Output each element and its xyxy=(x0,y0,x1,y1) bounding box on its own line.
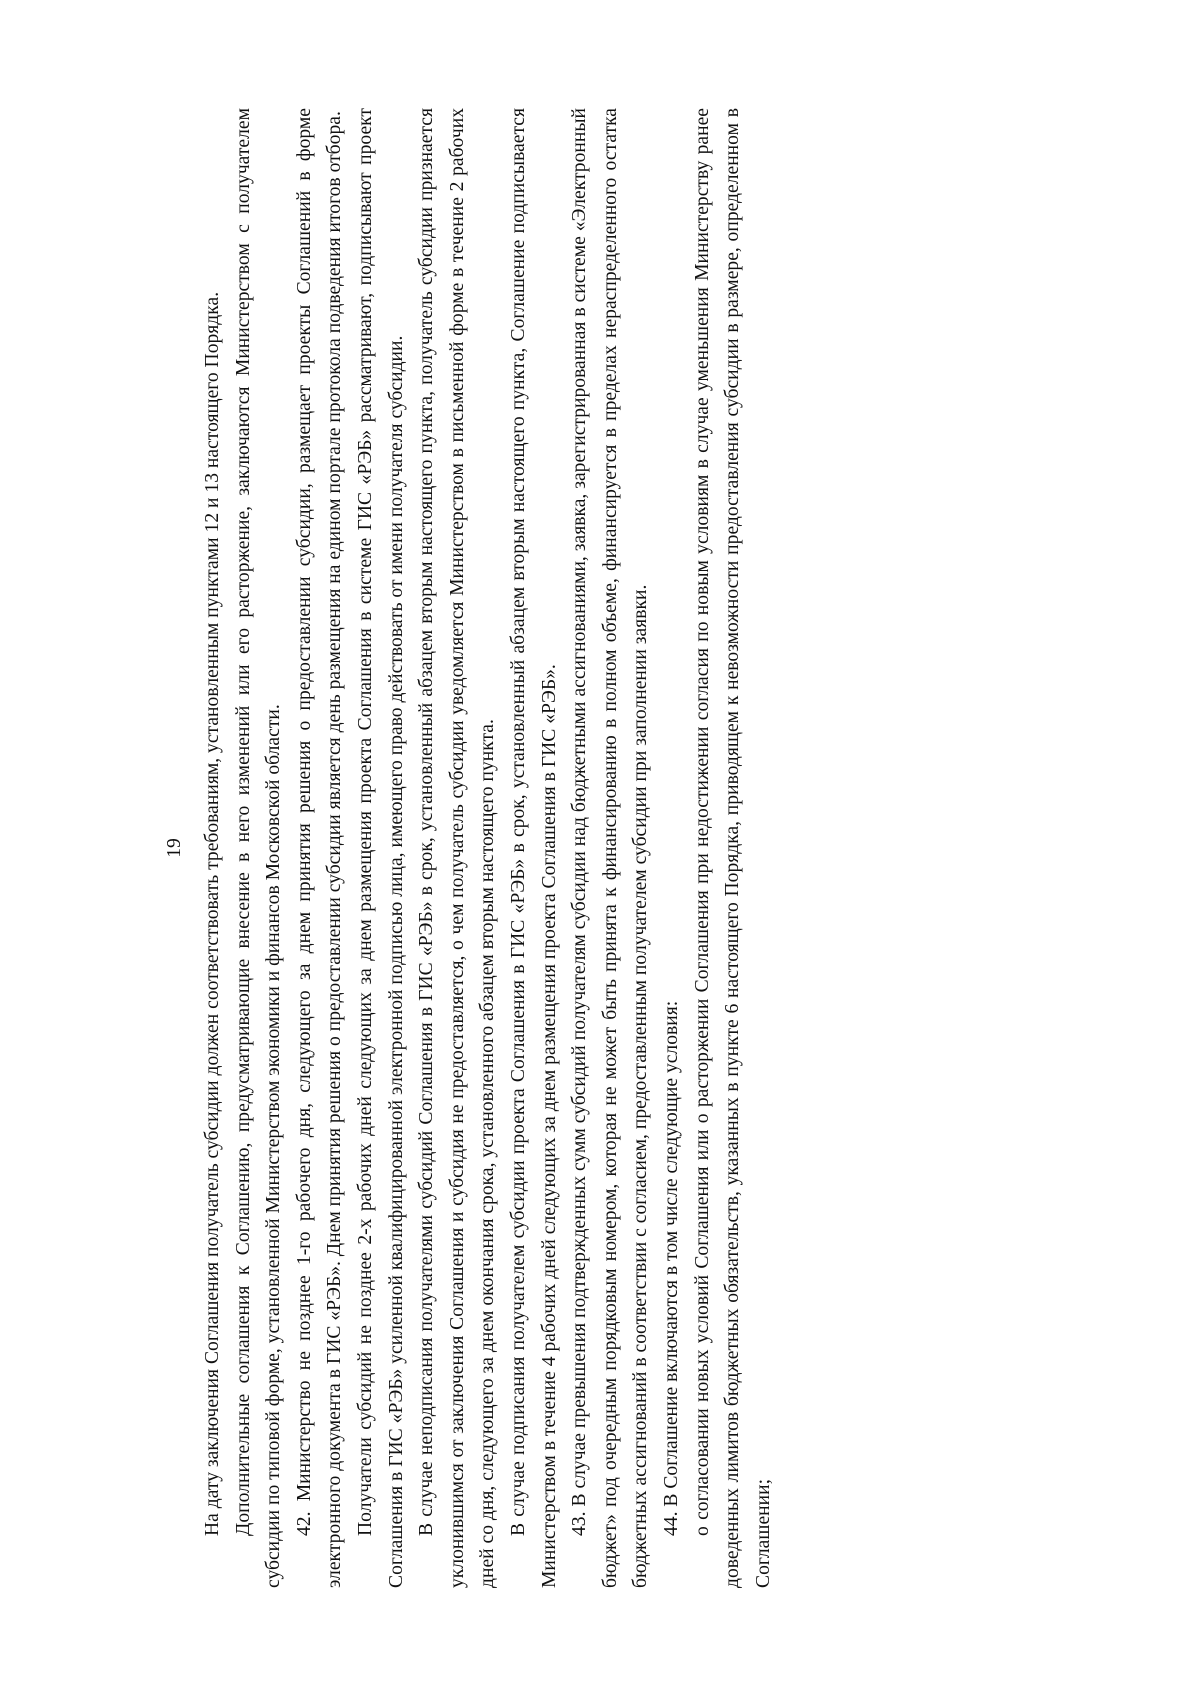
paragraph: Дополнительные соглашения к Соглашению, предусматривающие внесение в него изменений или его расторжение, заключаются Министерством с получателем субсидии по типовой форме, установленной Министерством экономики и финансов Московской области. xyxy=(232,108,285,1588)
paragraph: В случае подписания получателем субсидии проекта Соглашения в ГИС «РЭБ» в срок, установленный абзацем вторым настоящего пункта, Соглашение подписывается Министерством в течение 4 рабочих дней следующих за днем размещения проекта Соглашения в ГИС «РЭБ». xyxy=(507,108,560,1588)
paragraph: 43. В случае превышения подтвержденных сумм субсидий получателям субсидии над бюджетными ассигнованиями, заявка, зарегистрированная в системе «Электронный бюджет» под очередным порядковым номером, которая не может быть принята к финансированию в полном объеме, финансируется в пределах нераспределенного остатка бюджетных ассигнований в соответствии с согласием, предоставленным получателем субсидии при заполнении заявки. xyxy=(569,108,652,1588)
paragraph: о согласовании новых условий Соглашения или о расторжении Соглашения при недостижении согласия по новым условиям в случае уменьшения Министерству ранее доведенных лимитов бюджетных обязательств, указанных в пункте 6 настоящего Порядка, приводящем к невозможности предоставления субсидии в размере, определенном в Соглашении; xyxy=(691,108,774,1588)
paragraph: Получатели субсидий не позднее 2-х рабочих дней следующих за днем размещения проекта Соглашения в системе ГИС «РЭБ» рассматривают, подписывают проект Соглашения в ГИС «РЭБ» усиленной квалифицированной электронной подписью лица, имеющего право действовать от имени получателя субсидии. xyxy=(354,108,407,1588)
paragraph: 42. Министерство не позднее 1-го рабочего дня, следующего за днем принятия решения о предоставлении субсидии, размещает проекты Соглашений в форме электронного документа в ГИС «РЭБ». Днем принятия решения о предоставлении субсидии является день размещения на едином портале протокола подведения итогов отбора. xyxy=(293,108,346,1588)
page-number: 19 xyxy=(164,838,185,858)
paragraph: На дату заключения Соглашения получатель субсидии должен соответствовать требованиям, установленным пунктами 12 и 13 настоящего Порядка. xyxy=(202,291,223,1536)
paragraph: В случае неподписания получателями субсидий Соглашения в ГИС «РЭБ» в срок, установленный абзацем вторым настоящего пункта, получатель субсидии признается уклонившимся от заключения Соглашения и субсидия не предоставляется, о чем получатель субсидии уведомляется Министерством в письменной форме в течение 2 рабочих дней со дня, следующего за днем окончания срока, установленного абзацем вторым настоящего пункта. xyxy=(416,108,499,1588)
paragraph: 44. В Соглашение включаются в том числе следующие условия: xyxy=(660,1000,682,1536)
rotated-text-block xyxy=(160,108,1040,1588)
